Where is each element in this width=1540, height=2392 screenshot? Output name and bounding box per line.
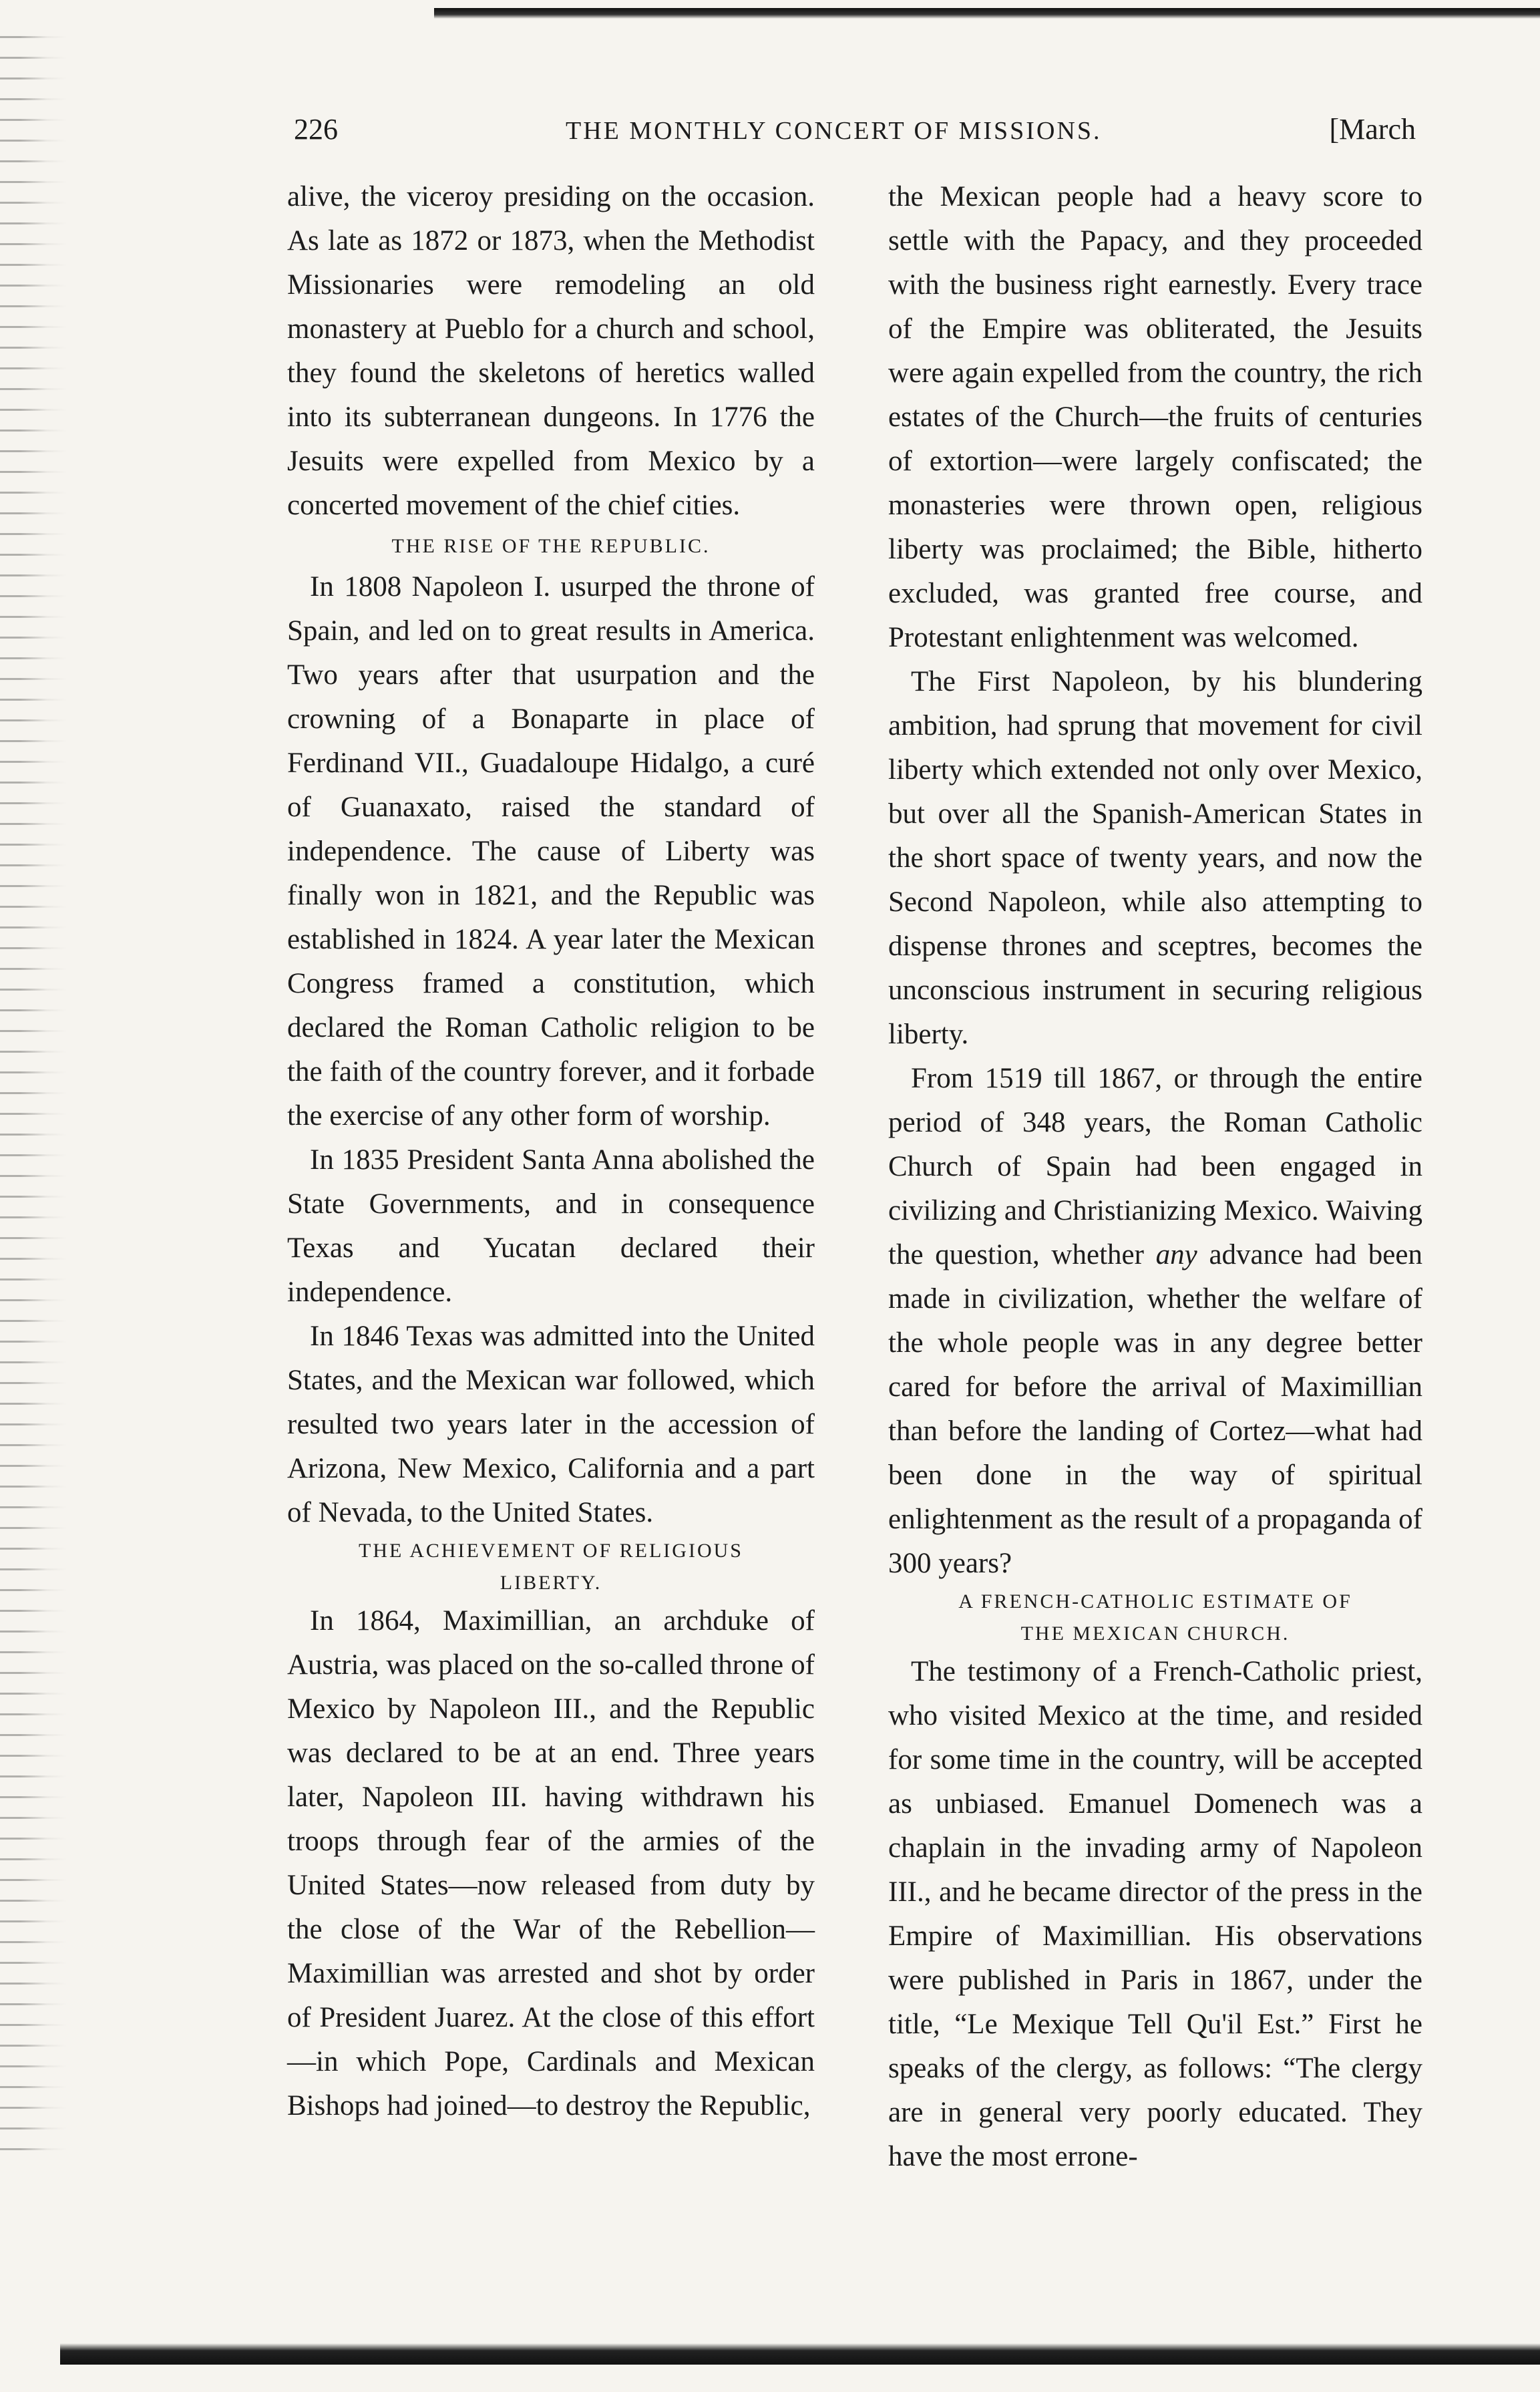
paragraph-text: advance had been made in civilization, whether the welfare of the whole people was in any degree better cared for before the arrival of Maximillian than before the landing of Cortez—what had been done in the way of spiritual enlightenment as the result of a propaganda of 300 years? xyxy=(888,1239,1422,1579)
page-header xyxy=(294,112,1416,159)
paragraph: the Mexican people had a heavy score to settle with the Papacy, and they proceeded with the business right earnestly. Every trace of the Empire was obliterated, the Jesuits were again expelled from the country, the rich estates of the Church—the fruits of centuries of extortion—were largely confiscated; the monasteries were thrown open, religious liberty was proclaimed; the Bible, hitherto excluded, was granted free course, and Protestant enlightenment was welcomed. xyxy=(888,181,1422,653)
paragraph: In 1846 Texas was admitted into the United States, and the Mexican war followed, which resulted two years later in the accession of Arizona, New Mexico, California and a part of Nevada, to the United States. xyxy=(287,1321,815,1528)
paragraph: In 1835 President Santa Anna abolished the State Governments, and in consequence Texas and Yucatan declared their independence. xyxy=(287,1144,815,1308)
section-heading-line: LIBERTY. xyxy=(500,1572,602,1594)
section-heading xyxy=(287,1535,815,1599)
right-column xyxy=(888,175,1422,2246)
paragraph: The testimony of a French-Catholic priest, who visited Mexico at the time, and resided for some time in the country, will be accepted as unbiased. Emanuel Domenech was a chaplain in the invading army of Napoleon III., and he became director of the press in the Empire of Maximillian. His observations were published in Paris in 1867, under the title, “Le Mexique Tell Qu'il Est.” First he speaks of the clergy, as follows: “The clergy are in general very poorly educated. They have the most errone- xyxy=(888,1656,1422,2172)
scan-edge-top xyxy=(434,8,1540,19)
month-label: [March xyxy=(1329,113,1416,146)
emphasis-text: any xyxy=(1155,1239,1197,1270)
paragraph-text: From 1519 till 1867, or through the entire period of 348 years, the Roman Catholic Church of Spain had been engaged in civilizing and Christianizing Mexico. Waiving the question, whether xyxy=(888,1063,1422,1270)
section-heading xyxy=(888,1586,1422,1650)
section-heading-line: A FRENCH-CATHOLIC ESTIMATE OF xyxy=(958,1590,1352,1612)
left-column xyxy=(287,175,815,2246)
paragraph: In 1864, Maximillian, an archduke of Austria, was placed on the so-called throne of Mexico by Napoleon III., and the Republic was declared to be at an end. Three years later, Napoleon III. having withdrawn his troops through fear of the armies of the United States—now released from duty by the close of the War of the Rebellion—Maximillian was arrested and shot by order of President Juarez. At the close of this effort—in which Pope, Cardinals and Mexican Bishops had joined—to destroy the Republic, xyxy=(287,1605,815,2121)
section-heading: THE RISE OF THE REPUBLIC. xyxy=(391,535,711,557)
page-number: 226 xyxy=(294,113,338,146)
scan-binding-shadow xyxy=(0,27,67,2151)
running-title: THE MONTHLY CONCERT OF MISSIONS. xyxy=(566,117,1102,145)
section-heading-line: THE ACHIEVEMENT OF RELIGIOUS xyxy=(359,1540,743,1562)
paragraph: In 1808 Napoleon I. usurped the throne of Spain, and led on to great results in America. Two years after that usurpation and the crowning of a Bonaparte in place of Ferdinand VII., Guadaloupe Hidalgo, a curé of Guanaxato, raised the standard of independence. The cause of Liberty was finally won in 1821, and the Republic was established in 1824. A year later the Mexican Congress framed a constitution, which declared the Roman Catholic religion to be the faith of the country forever, and it forbade the exercise of any other form of worship. xyxy=(287,571,815,1132)
paragraph xyxy=(888,1057,1422,1586)
scan-edge-bottom xyxy=(60,2343,1540,2365)
paragraph: The First Napoleon, by his blundering ambition, had sprung that movement for civil liberty which extended not only over Mexico, but over all the Spanish-American States in the short space of twenty years, and now the Second Napoleon, while also attempting to dispense thrones and sceptres, becomes the unconscious instrument in securing religious liberty. xyxy=(888,666,1422,1050)
paragraph: alive, the viceroy presiding on the occasion. As late as 1872 or 1873, when the Methodist Missionaries were remodeling an old monastery at Pueblo for a church and school, they found the skeletons of heretics walled into its subterranean dungeons. In 1776 the Jesuits were expelled from Mexico by a concerted movement of the chief cities. xyxy=(287,181,815,521)
section-heading-line: THE MEXICAN CHURCH. xyxy=(1020,1622,1290,1645)
